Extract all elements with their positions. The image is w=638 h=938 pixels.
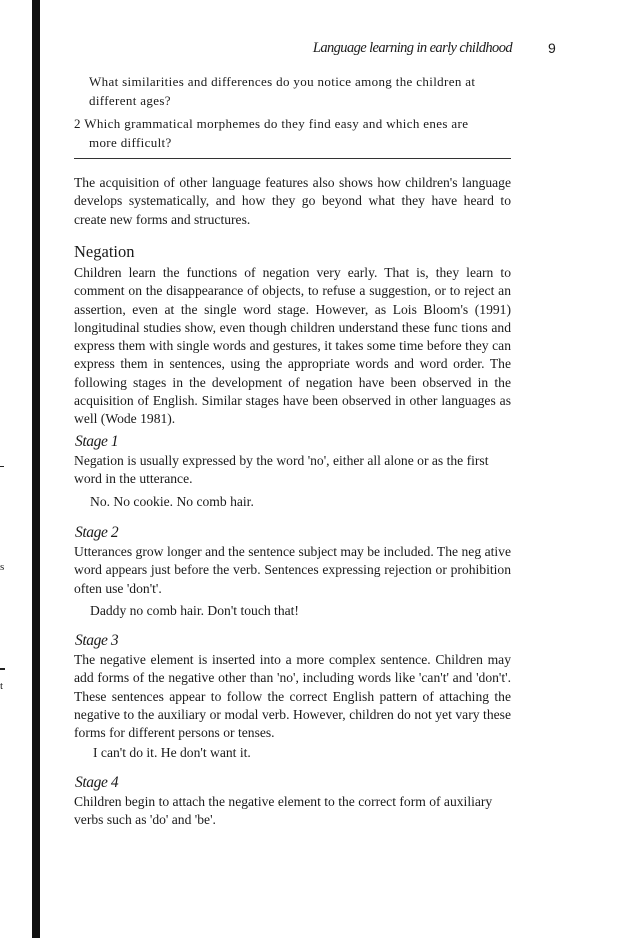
stage-1-example: No. No cookie. No comb hair.: [90, 494, 254, 509]
margin-mark: [0, 668, 5, 670]
question-1-line-2: different ages?: [89, 93, 171, 108]
margin-mark: [0, 466, 4, 467]
margin-letter: s: [0, 561, 5, 573]
divider-rule: [74, 158, 511, 159]
section-paragraph: Children learn the functions of negation very early. That is, they learn to comment on the disappearance of objects, to refuse a suggestion, or to reject an assertion, even at the single word stage. However, as Lois Bloom's (1991) longitudinal studies show, even though children understand these func tions and express them with single words and gestures, it takes some time before they can express them in sentences, using the appropriate words and word order. The following stages in the development of negation have been observed in the acquisition of English. Similar stages have been observed in other languages as well (Wode 1981).: [74, 265, 511, 427]
stage-4-text: Children begin to attach the negative element to the correct form of auxiliary verbs such as 'do' and 'be'.: [74, 794, 493, 828]
stage-4-heading: Stage 4: [75, 774, 119, 791]
stage-3-text: The negative element is inserted into a more complex sentence. Children may add forms of the negative other than 'no', including words like 'can't' and 'don't'. These sentences appear to follow the correct English pattern of attaching the negative to the auxiliary or modal verb. However, children do not yet vary these forms for different persons or tenses.: [74, 652, 511, 741]
stage-2-example: Daddy no comb hair. Don't touch that!: [90, 603, 299, 618]
stage-3-example: I can't do it. He don't want it.: [93, 745, 251, 760]
stage-2-text: Utterances grow longer and the sentence subject may be included. The neg ative word appears just before the verb. Sentences expressing rejection or prohibition often use 'don't'.: [74, 544, 511, 596]
stage-3-heading: Stage 3: [75, 632, 119, 649]
stage-1-text: Negation is usually expressed by the word 'no', either all alone or as the first word in the utterance.: [74, 453, 489, 487]
margin-letter: t: [0, 680, 4, 692]
page-number: 9: [548, 40, 556, 56]
stage-1-heading: Stage 1: [75, 433, 119, 450]
question-2-line-2: more difficult?: [89, 135, 172, 150]
running-header-title: Language learning in early childhood: [312, 40, 512, 56]
binding-edge: [32, 0, 40, 938]
section-heading: Negation: [74, 242, 135, 261]
intro-paragraph: The acquisition of other language features also shows how children's language develops systematically, and how they go beyond what they have heard to create new forms and structures.: [74, 175, 511, 227]
question-2-line-1: 2 Which grammatical morphemes do they find easy and which enes are: [74, 116, 469, 131]
question-1-line-1: What similarities and differences do you notice among the children at: [89, 74, 476, 89]
stage-2-heading: Stage 2: [75, 524, 119, 541]
